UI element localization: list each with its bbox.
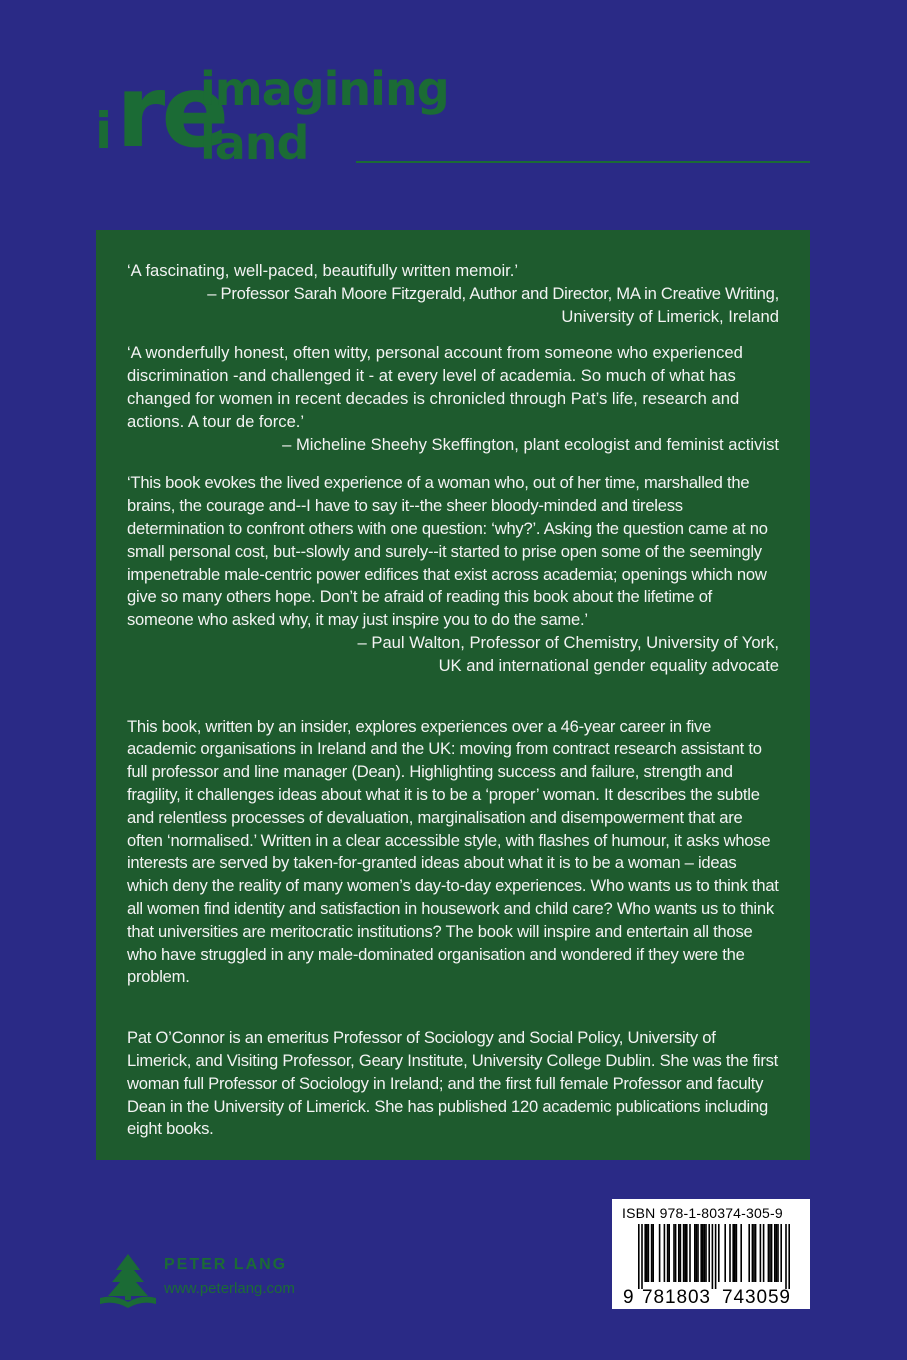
barcode-bar	[768, 1224, 770, 1282]
barcode-bar	[708, 1224, 710, 1282]
back-cover-panel	[96, 230, 810, 1160]
barcode-bar	[763, 1224, 765, 1282]
series-logo-re: re	[116, 53, 226, 170]
barcode-right-group: 743059	[722, 1287, 790, 1308]
publisher-name: PETER LANG	[164, 1256, 288, 1273]
barcode-bar	[702, 1224, 704, 1282]
series-logo	[0, 0, 907, 200]
barcode-bar	[689, 1224, 691, 1282]
barcode-bar	[760, 1224, 762, 1282]
endorsement-1	[127, 260, 779, 328]
barcode-bar	[673, 1224, 675, 1282]
endorsement-1-attribution-line2: University of Limerick, Ireland	[561, 306, 779, 326]
endorsement-3-attribution-line1: – Paul Walton, Professor of Chemistry, University of York,	[357, 632, 779, 652]
barcode-bar	[776, 1224, 778, 1282]
barcode-bar	[641, 1224, 643, 1289]
barcode-bar	[732, 1224, 734, 1282]
barcode-bar	[678, 1224, 680, 1282]
barcode-bar	[700, 1224, 702, 1282]
barcode-bar	[684, 1224, 686, 1282]
barcode-bar	[752, 1224, 754, 1282]
barcode-bar	[771, 1224, 773, 1282]
publisher-block	[96, 1250, 376, 1310]
publisher-url[interactable]: www.peterlang.com	[164, 1280, 295, 1297]
tree-book-icon	[96, 1250, 160, 1310]
barcode-bar	[664, 1224, 666, 1282]
endorsement-3-text: ‘This book evokes the lived experience of a woman who, out of her time, marshalled the brains, the courage and--I have to say it--the sheer bloody-minded and tireless determination to confront others with one question: ‘why?’. Asking the question came at no small personal cost, but--slowly and surely--it started to prise open some of the seemingly impenetrable male-centric power edifices that exist across academia; openings which now give so many others hope. Don’t be afraid of reading this book about the lifetime of someone who asked why, it may just inspire you to do the same.’	[127, 473, 768, 630]
barcode-bar	[694, 1224, 696, 1282]
barcode-bar	[712, 1224, 714, 1289]
barcode-left-group: 781803	[642, 1287, 710, 1308]
endorsement-1-attribution-line1: – Professor Sarah Moore Fitzgerald, Author and Director, MA in Creative Writing,	[207, 283, 779, 303]
barcode-bar	[777, 1224, 779, 1282]
barcode-bar	[788, 1224, 790, 1289]
series-logo-imagining: imagining	[200, 62, 449, 116]
barcode-bar	[697, 1224, 699, 1282]
barcode-bar	[646, 1224, 648, 1282]
endorsement-3	[127, 472, 779, 677]
barcode-bar	[696, 1224, 698, 1282]
barcode-bar	[659, 1224, 661, 1282]
barcode-bar	[785, 1224, 787, 1289]
barcode-bar	[724, 1224, 726, 1282]
barcode-bar	[748, 1224, 750, 1282]
barcode-bar	[780, 1224, 782, 1282]
barcode-bar	[686, 1224, 688, 1282]
barcode-bar	[667, 1224, 669, 1282]
barcode-graphic	[612, 1199, 810, 1309]
isbn-label: ISBN 978-1-80374-305-9	[622, 1205, 783, 1221]
barcode-bar	[755, 1224, 757, 1282]
barcode-bar	[651, 1224, 653, 1282]
isbn-barcode	[612, 1199, 810, 1309]
barcode-bar	[740, 1224, 742, 1282]
barcode-bar	[675, 1224, 677, 1282]
endorsement-2-text: ‘A wonderfully honest, often witty, personal account from someone who experienced discrimination -and challenged it - at every level of academia. So much of what has changed for women in recent decades is chronicled through Pat’s life, research and actions. A tour de force.’	[127, 343, 743, 431]
barcode-bar	[705, 1224, 707, 1282]
barcode-bar	[734, 1224, 736, 1282]
barcode-bar	[769, 1224, 771, 1282]
barcode-bar	[736, 1224, 738, 1282]
endorsement-2-attribution-line1: – Micheline Sheehy Skeffington, plant ecologist and feminist activist	[282, 434, 779, 454]
book-description: This book, written by an insider, explores experiences over a 46-year career in five academic organisations in Ireland and the UK: moving from contract research assistant to full professor and line manager (Dean). Highlighting success and failure, strength and fragility, it challenges ideas about what it is to be a ‘proper’ woman. It describes the subtle and relentless processes of devaluation, marginalisation and disempowerment that are often ‘normalised.’ Written in a clear accessible style, with flashes of humour, it asks whose interests are served by taken-for-granted ideas about what it is to be a woman – ideas which deny the reality of many women’s day-to-day experiences. Who wants us to think that all women find identity and satisfaction in housework and child care? Who wants us to think that universities are meritocratic institutions? The book will inspire and entertain all those who have struggled in any male-dominated organisation and wondered if they were the problem.	[127, 716, 779, 987]
barcode-first-digit: 9	[623, 1287, 634, 1308]
barcode-bar	[648, 1224, 650, 1282]
barcode-bar	[753, 1224, 755, 1282]
endorsement-1-text: ‘A fascinating, well-paced, beautifully written memoir.’	[127, 261, 519, 280]
series-logo-i: i	[95, 102, 113, 160]
barcode-bar	[680, 1224, 682, 1282]
endorsement-3-attribution-line2: UK and international gender equality advocate	[438, 655, 779, 675]
series-logo-rule	[356, 161, 810, 163]
barcode-bar	[652, 1224, 654, 1282]
barcode-bar	[704, 1224, 706, 1282]
barcode-bar	[729, 1224, 731, 1282]
barcode-bar	[718, 1224, 720, 1282]
author-bio: Pat O’Connor is an emeritus Professor of Sociology and Social Policy, University of Limerick, and Visiting Professor, Geary Institute, University College Dublin. She was the first woman full Professor of Sociology in Ireland; and the first full female Professor and faculty Dean in the University of Limerick. She has published 120 academic publications including eight books.	[127, 1028, 779, 1139]
barcode-bar	[668, 1224, 670, 1282]
barcode-bar	[638, 1224, 640, 1289]
barcode-bar	[715, 1224, 717, 1289]
barcode-bar	[683, 1224, 685, 1282]
barcode-bar	[774, 1224, 776, 1282]
barcode-bar	[644, 1224, 646, 1282]
endorsement-2	[127, 342, 779, 456]
series-logo-land: land	[200, 116, 309, 170]
